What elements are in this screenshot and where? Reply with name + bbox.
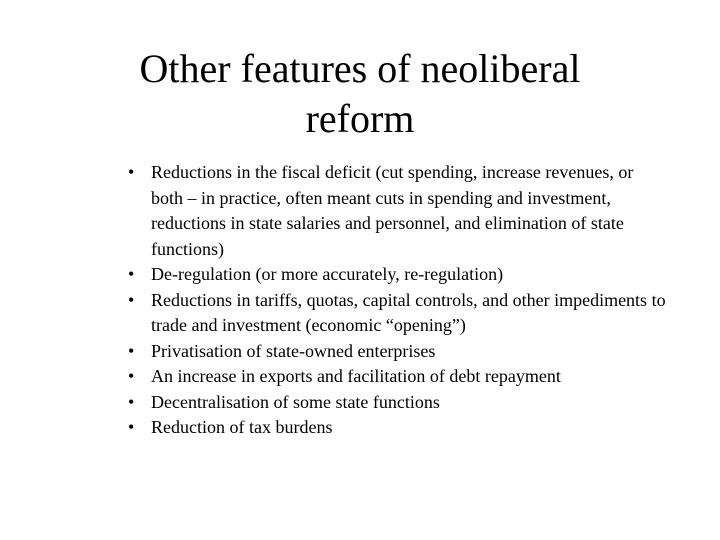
slide-title [60,44,660,144]
bullet-marker: • [128,366,135,386]
bullet-text: Reduction of tax burdens [151,417,333,437]
bullet-list [128,160,668,441]
slide-title-line-2: reform [305,96,415,141]
bullet-text: Reductions in tariffs, quotas, capital controls, and other impediments to trade and investment (economic “opening”) [151,289,666,335]
bullet-item-exports [128,364,668,390]
bullet-text: Reductions in the fiscal deficit (cut spending, increase revenues, or both – in practice, often meant cuts in spending and investment, reductions in state salaries and personnel, and elimination of state functions) [151,162,634,259]
bullet-item-privatisation [128,339,668,365]
bullet-text: An increase in exports and facilitation of debt repayment [151,366,561,386]
bullet-item-fiscal-deficit [128,160,668,262]
slide-title-line-1: Other features of neoliberal [139,46,581,91]
bullet-text: Privatisation of state-owned enterprises [151,340,436,361]
bullet-marker: • [128,391,135,412]
bullet-marker: • [128,417,135,437]
bullet-item-deregulation [128,262,668,288]
bullet-item-decentralisation [128,390,668,416]
bullet-item-tariffs [128,288,668,339]
bullet-marker: • [128,340,135,361]
bullet-marker: • [128,289,135,310]
bullet-text: Decentralisation of some state functions [151,391,440,412]
bullet-item-tax-burdens [128,415,668,441]
bullet-text: De-regulation (or more accurately, re-regulation) [151,264,504,284]
bullet-marker: • [128,264,135,284]
bullet-marker: • [128,162,135,182]
